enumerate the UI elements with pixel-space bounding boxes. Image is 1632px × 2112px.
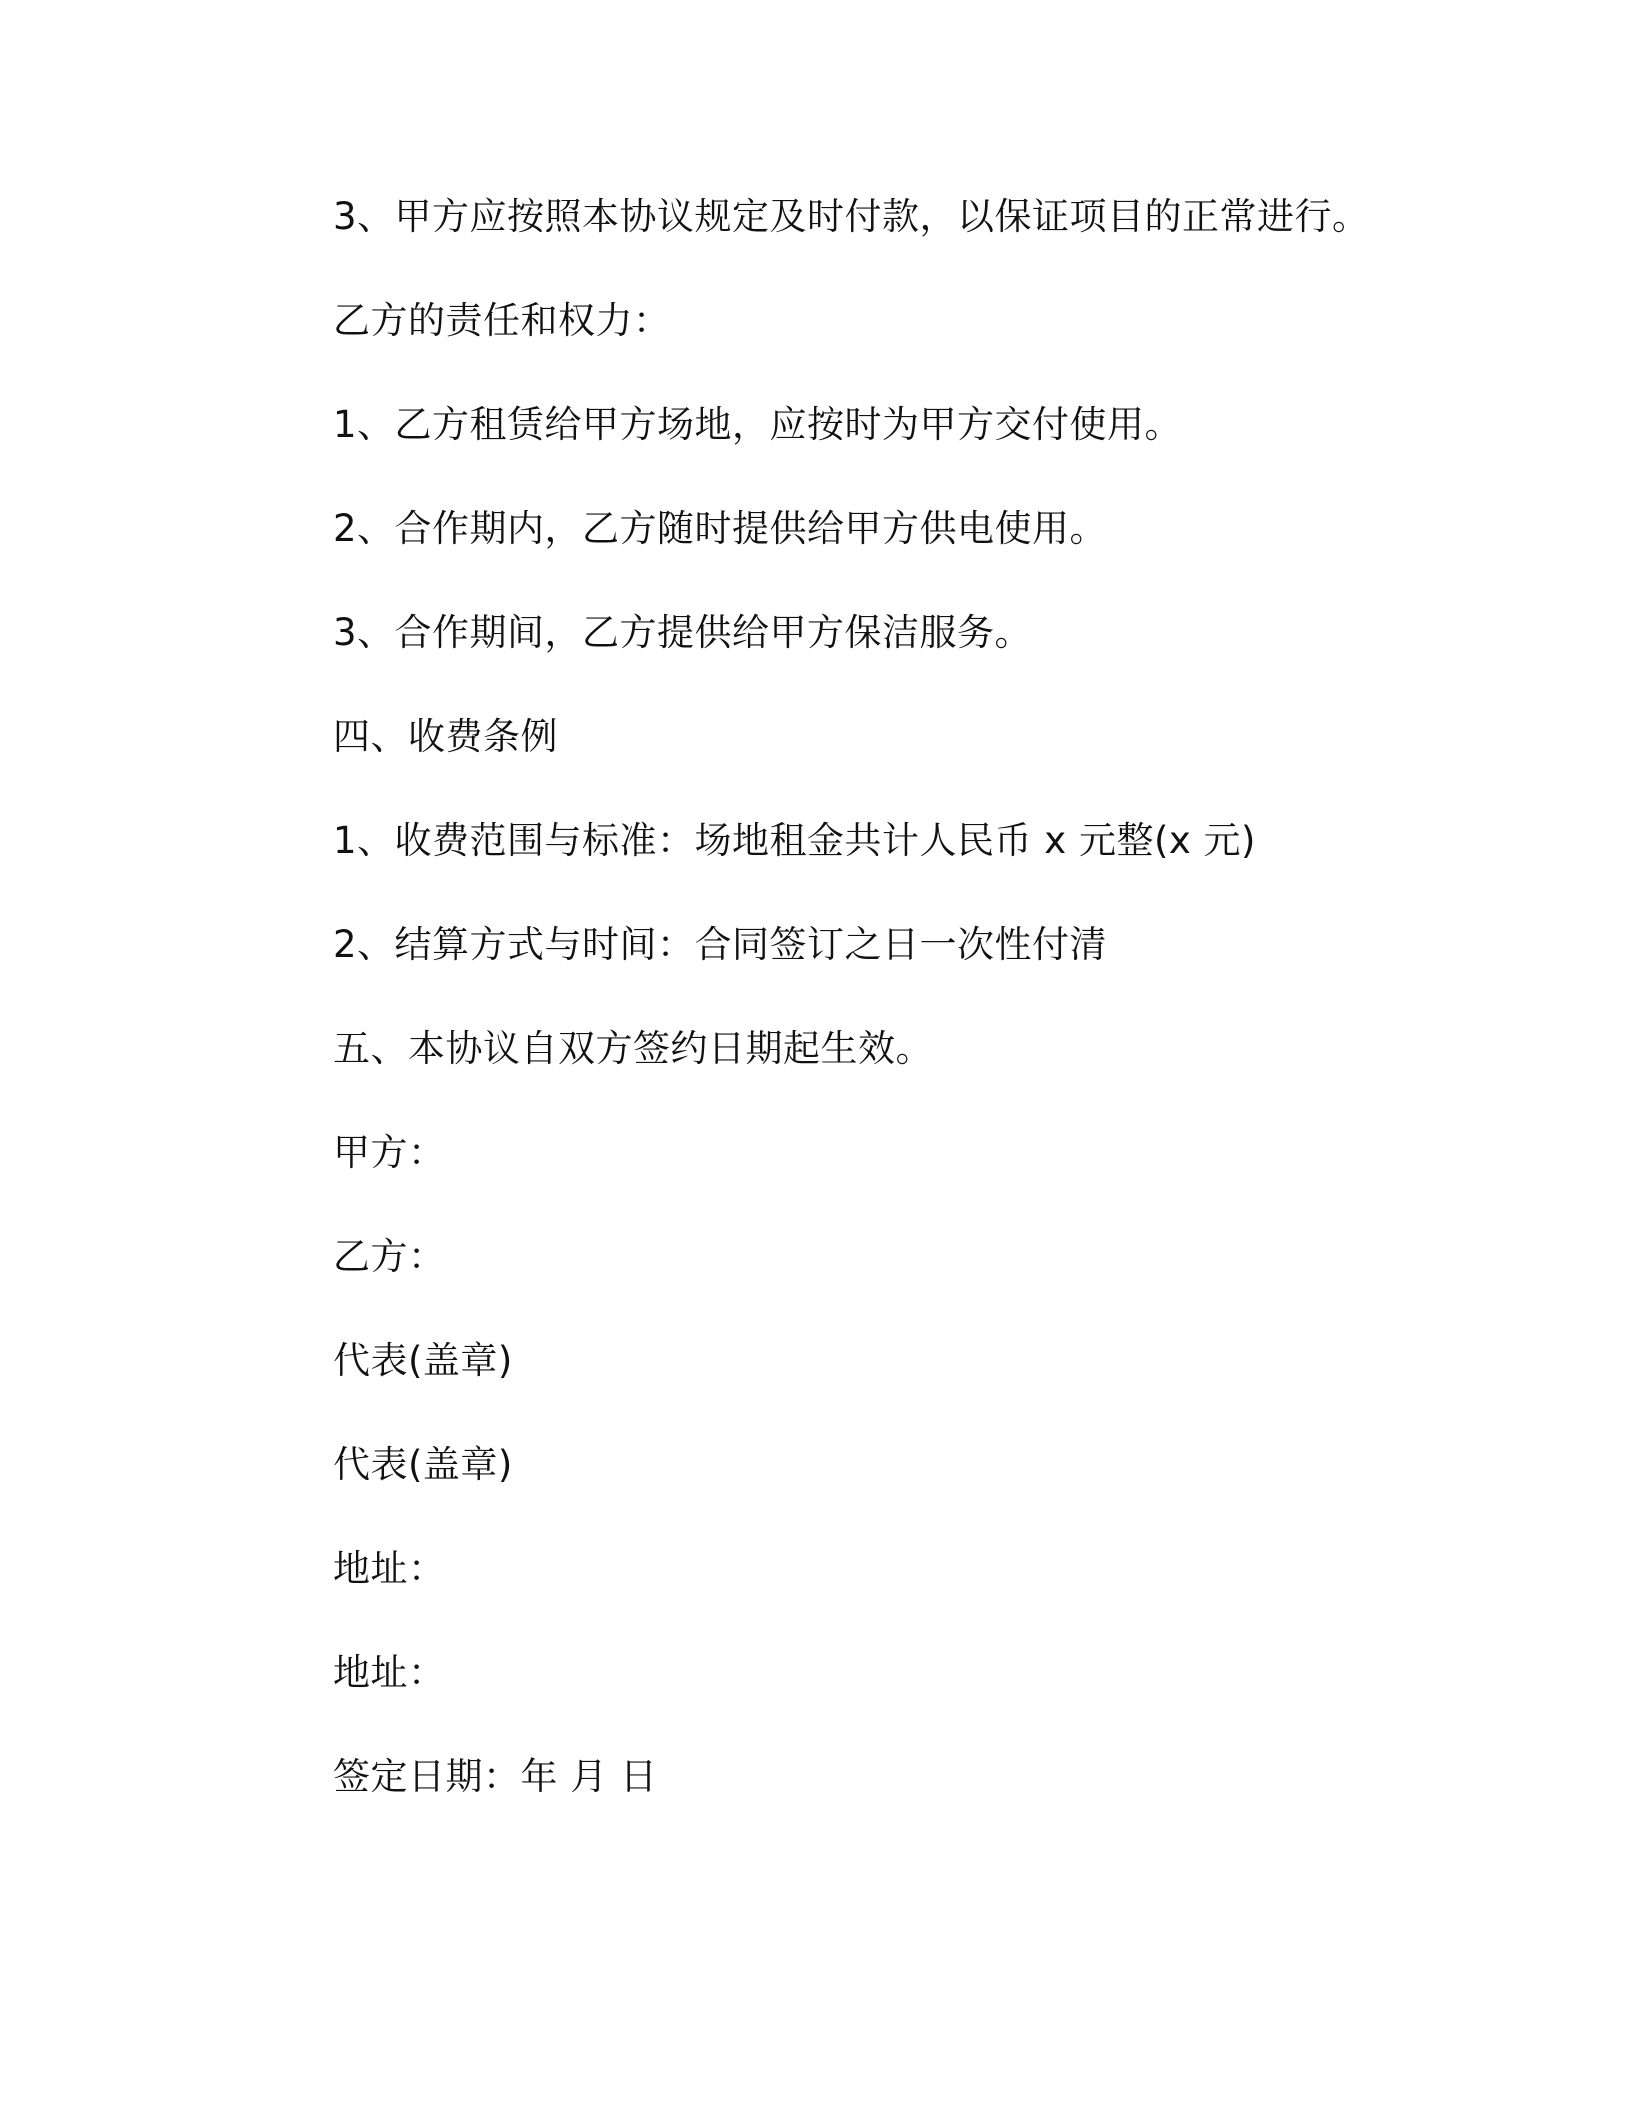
clause-party-a-payment: 3、甲方应按照本协议规定及时付款，以保证项目的正常进行。	[333, 195, 1370, 238]
address-b: 地址：	[333, 1651, 446, 1694]
signing-date: 签定日期：年 月 日	[333, 1755, 658, 1798]
signature-party-a: 甲方：	[333, 1131, 446, 1174]
heading-party-b-duties: 乙方的责任和权力：	[333, 299, 671, 342]
clause-party-b-venue: 1、乙方租赁给甲方场地，应按时为甲方交付使用。	[333, 403, 1183, 446]
address-a: 地址：	[333, 1547, 446, 1590]
representative-seal-a: 代表(盖章)	[333, 1339, 513, 1382]
clause-party-b-cleaning: 3、合作期间，乙方提供给甲方保洁服务。	[333, 611, 1033, 654]
clause-fee-scope: 1、收费范围与标准：场地租金共计人民币 x 元整(x 元)	[333, 819, 1256, 862]
representative-seal-b: 代表(盖章)	[333, 1443, 513, 1486]
clause-settlement: 2、结算方式与时间：合同签订之日一次性付清	[333, 923, 1108, 966]
signature-party-b: 乙方：	[333, 1235, 446, 1278]
document-body	[333, 188, 1433, 1852]
heading-fee-terms: 四、收费条例	[333, 715, 558, 758]
clause-effective-date: 五、本协议自双方签约日期起生效。	[333, 1027, 933, 1070]
clause-party-b-power: 2、合作期内，乙方随时提供给甲方供电使用。	[333, 507, 1108, 550]
